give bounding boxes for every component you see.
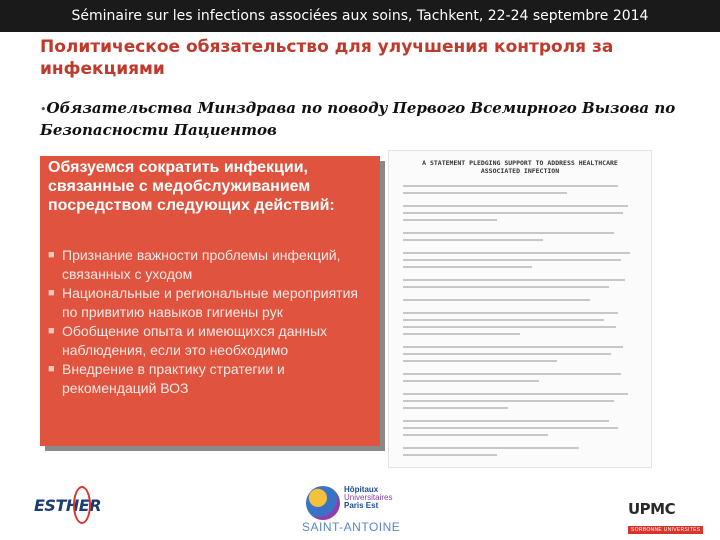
square-bullet-icon: ■ — [48, 363, 55, 375]
list-item-text: Национальные и региональные мероприятия по привитию навыков гигиены рук — [62, 285, 358, 320]
conference-title: Séminaire sur les infections associées aux soins, Tachkent, 22-24 septembre 2014 — [71, 8, 649, 24]
commitment-heading: Обязуемся сократить инфекции, связанные с медобслуживанием посредством следующих действий: — [48, 159, 335, 214]
globe-icon — [306, 486, 340, 520]
esther-logo-text: ESTHER — [34, 496, 102, 515]
square-bullet-icon: ■ — [48, 287, 55, 299]
saint-antoine-label: SAINT-ANTOINE — [302, 520, 401, 534]
commitment-list — [48, 246, 370, 398]
slide-title: Политическое обязательство для улучшения контроля за инфекциями — [40, 37, 614, 79]
commitment-box — [40, 156, 380, 446]
list-item — [48, 284, 370, 322]
esther-logo — [34, 496, 101, 515]
list-item — [48, 246, 370, 284]
list-item-text: Внедрение в практику стратегии и рекомендаций ВОЗ — [62, 361, 285, 396]
square-bullet-icon: ■ — [48, 249, 55, 261]
list-item — [48, 360, 370, 398]
hospital-group-name — [344, 486, 404, 510]
saint-antoine-hospital-logo — [300, 482, 420, 536]
subtitle-bullet: • — [40, 103, 47, 116]
hospital-line-2: Universitaires — [344, 493, 393, 502]
hospital-line-3: Paris Est — [344, 501, 379, 510]
upmc-tagline: SORBONNE UNIVERSITÉS — [628, 526, 703, 534]
hospital-line-1: Hôpitaux — [344, 485, 379, 494]
upmc-logo — [628, 500, 703, 536]
statement-document-image — [388, 150, 652, 468]
footer-logos — [0, 478, 720, 538]
subtitle-text: Обязательства Минздрава по поводу Первого Всемирного Вызова по Безопасности Пациентов — [40, 99, 676, 139]
slide-subtitle — [40, 98, 700, 141]
conference-header — [0, 0, 720, 32]
square-bullet-icon: ■ — [48, 325, 55, 337]
esther-ring-icon — [73, 486, 91, 524]
upmc-logo-text: UPMC — [628, 500, 676, 518]
list-item-text: Признание важности проблемы инфекций, связанных с уходом — [62, 247, 341, 282]
document-heading: A STATEMENT PLEDGING SUPPORT TO ADDRESS HEALTHCARE ASSOCIATED INFECTION — [422, 159, 618, 175]
list-item-text: Обобщение опыта и имеющихся данных наблюдения, если это необходимо — [62, 323, 328, 358]
list-item — [48, 322, 370, 360]
document-text-lines — [403, 185, 637, 461]
